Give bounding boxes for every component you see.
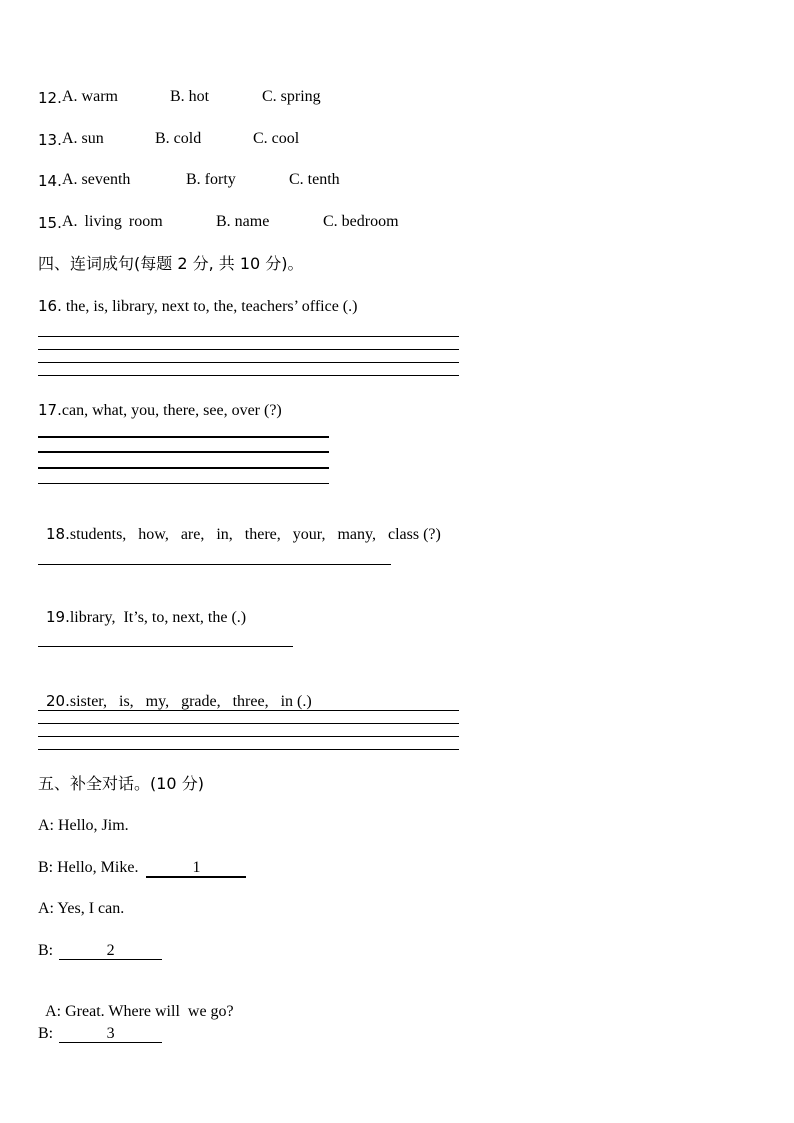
question-number: 14. [38,172,62,190]
question-20 [38,671,312,712]
question-number: 15. [38,214,62,232]
question-16 [38,296,357,317]
question-12 [38,88,62,109]
question-13 [38,130,62,151]
question-14 [38,171,62,192]
answer-line [38,436,329,438]
answer-line [38,736,459,737]
dialogue-line-2 [38,858,246,878]
question-words: the, is, library, next to, the, teachers’ office (.) [61,298,358,315]
answer-line [38,723,459,724]
speaker-label: A: [45,1003,62,1020]
question-number: 13. [38,131,62,149]
option-b: B. name [216,213,270,230]
speaker-label: B: [38,1025,54,1042]
option-c: C. tenth [289,171,340,188]
dialogue-text: Yes, I can. [57,900,125,917]
dialogue-text: Great. Where will we go? [65,1003,234,1020]
answer-blank[interactable]: 2 [59,943,162,960]
speaker-label: B: [38,942,54,959]
dialogue-line-5 [38,982,234,1022]
question-18 [38,504,441,545]
answer-line [38,336,459,337]
answer-line [38,483,329,484]
dialogue-line-1 [38,816,129,836]
option-a: A. living room [62,213,163,230]
option-c: C. bedroom [323,213,399,230]
answer-blank[interactable]: 3 [59,1026,162,1043]
speaker-label: B: [38,859,54,876]
answer-line [38,451,329,453]
option-b: B. hot [170,88,210,105]
question-words: sister, is, my, grade, three, in (.) [69,693,312,710]
question-19 [38,587,246,628]
question-15 [38,213,62,234]
dialogue-text: Hello, Jim. [58,817,129,834]
question-number: 18. [46,525,70,543]
option-c: C. spring [262,88,321,105]
section-4-title: 四、连词成句(每题 2 分, 共 10 分)。 [38,254,304,273]
dialogue-text: Hello, Mike. [57,859,139,876]
answer-blank[interactable]: 1 [146,860,246,878]
option-b: B. forty [186,171,236,188]
option-a: A. sun [62,130,104,147]
dialogue-line-6 [38,1024,162,1044]
answer-line [38,349,459,350]
dialogue-line-3 [38,899,124,919]
section-5-title: 五、补全对话。(10 分) [38,774,204,793]
question-number: 12. [38,89,62,107]
answer-line [38,749,459,750]
question-words: can, what, you, there, see, over (?) [61,402,282,419]
answer-line [38,710,459,711]
question-number: 16. [38,297,62,315]
answer-line [38,564,391,565]
question-number: 20. [46,692,70,710]
question-words: students, how, are, in, there, your, many, class (?) [69,526,441,543]
speaker-label: A: [38,900,54,917]
option-a: A. seventh [62,171,131,188]
answer-line [38,375,459,376]
dialogue-line-4 [38,941,162,961]
question-number: 17. [38,401,62,419]
answer-line [38,467,329,469]
answer-line [38,646,293,647]
question-words: library, It’s, to, next, the (.) [69,609,247,626]
answer-line [38,362,459,363]
option-b: B. cold [155,130,202,147]
question-17 [38,400,282,421]
option-c: C. cool [253,130,300,147]
speaker-label: A: [38,817,54,834]
option-a: A. warm [62,88,118,105]
question-number: 19. [46,608,70,626]
